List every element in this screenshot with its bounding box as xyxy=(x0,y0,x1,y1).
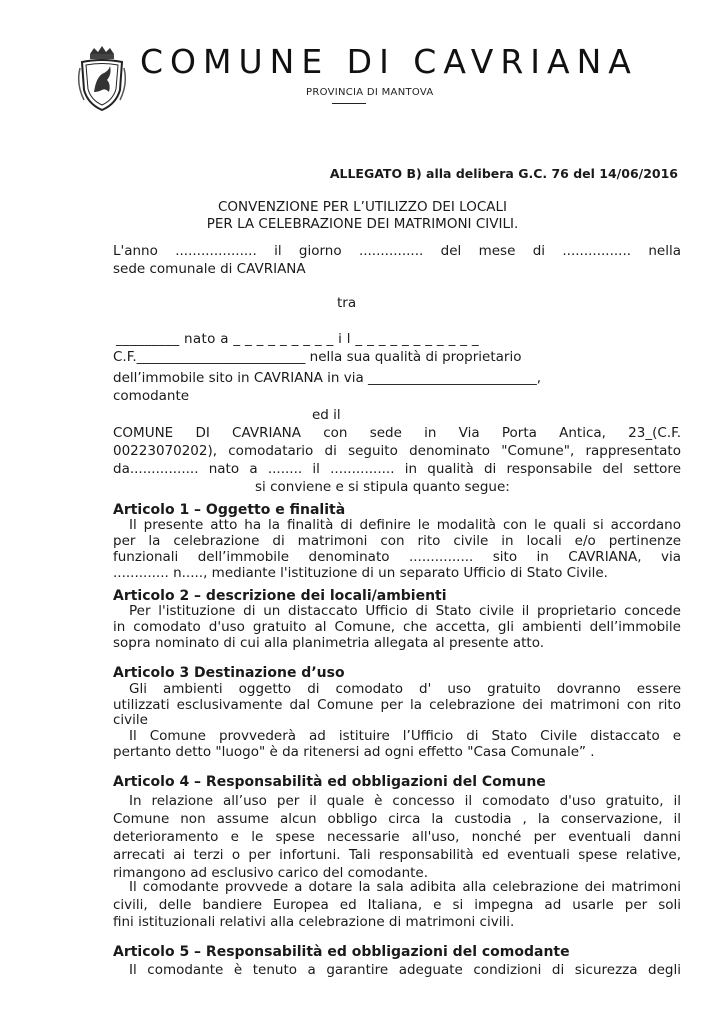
article-line: Per l'istituzione di un distaccato Ufficio di Stato civile il proprietario concede xyxy=(129,603,681,619)
comune-line: si conviene e si stipula quanto segue: xyxy=(255,479,510,495)
page-title: COMUNE DI CAVRIANA xyxy=(140,42,638,81)
article-line: Il presente atto ha la finalità di definire le modalità con le quali si accordano xyxy=(129,517,681,533)
coat-of-arms-icon xyxy=(76,44,128,114)
document-title-line-1: CONVENZIONE PER L’UTILIZZO DEI LOCALI xyxy=(218,199,507,215)
article-line: deterioramento e le spese necessarie all'uso, nonché per eventuali danni xyxy=(113,829,681,845)
article-heading: Articolo 2 – descrizione dei locali/ambienti xyxy=(113,588,447,604)
article-heading: Articolo 1 – Oggetto e finalità xyxy=(113,502,346,518)
party-line: C.F._________________________ nella sua qualità di proprietario xyxy=(113,349,522,365)
article-line: arrecati ai terzi o per infortuni. Tali responsabilità ed eventuali spese relative, xyxy=(113,847,681,863)
comune-line: 00223070202), comodatario di seguito denominato "Comune", rappresentato xyxy=(113,443,681,459)
article-line: Comune non assume alcun obbligo circa la custodia , la conservazione, il xyxy=(113,811,681,827)
article-line: Gli ambienti oggetto di comodato d' uso gratuito dovranno essere xyxy=(129,681,681,697)
article-line: civili, delle bandiere Europea ed Italiana, e si impegna ad usarle per soli xyxy=(113,897,681,913)
article-line: fini istituzionali relativi alla celebrazione di matrimoni civili. xyxy=(113,914,515,930)
ed-il-label: ed il xyxy=(312,407,341,423)
divider xyxy=(332,103,366,104)
article-heading: Articolo 5 – Responsabilità ed obbligazioni del comodante xyxy=(113,944,570,960)
intro-line: sede comunale di CAVRIANA xyxy=(113,261,306,277)
article-heading: Articolo 3 Destinazione d’uso xyxy=(113,665,345,681)
article-line: ............. n....., mediante l'istituzione di un separato Ufficio di Stato Civile. xyxy=(113,565,608,581)
party-line: dell’immobile sito in CAVRIANA in via _________________________, xyxy=(113,370,542,386)
article-line: Il comodante provvede a dotare la sala adibita alla celebrazione dei matrimoni xyxy=(129,879,681,895)
article-line: Il Comune provvederà ad istituire l’Ufficio di Stato Civile distaccato e xyxy=(129,728,681,744)
article-line: in comodato d'uso gratuito al Comune, che accetta, gli ambienti dell’immobile xyxy=(113,619,681,635)
article-line: funzionali dell’immobile denominato ............... sito in CAVRIANA, via xyxy=(113,549,681,565)
comune-line: da................ nato a ........ il ............... in qualità di responsabile del settore xyxy=(113,461,681,477)
article-line: utilizzati esclusivamente dal Comune per la celebrazione dei matrimoni con rito xyxy=(113,697,681,713)
article-line: per la celebrazione di matrimoni con rito civile in locali e/o pertinenze xyxy=(113,533,681,549)
tra-label: tra xyxy=(337,295,357,311)
allegato-reference: ALLEGATO B) alla delibera G.C. 76 del 14/06/2016 xyxy=(329,166,678,181)
comune-line: COMUNE DI CAVRIANA con sede in Via Porta Antica, 23_(C.F. xyxy=(113,425,681,441)
article-line: sopra nominato di cui alla planimetria allegata al presente atto. xyxy=(113,635,545,651)
province-subtitle: PROVINCIA DI MANTOVA xyxy=(306,87,434,98)
article-line: civile xyxy=(113,712,148,728)
article-line: In relazione all’uso per il quale è concesso il comodato d'uso gratuito, il xyxy=(129,793,681,809)
article-line: Il comodante è tenuto a garantire adeguate condizioni di sicurezza degli xyxy=(129,962,681,978)
article-line: pertanto detto "luogo" è da ritenersi ad ogni effetto "Casa Comunale” . xyxy=(113,744,595,760)
article-line: rimangono ad esclusivo carico del comodante. xyxy=(113,865,429,881)
document-title-line-2: PER LA CELEBRAZIONE DEI MATRIMONI CIVILI. xyxy=(206,216,519,232)
article-heading: Articolo 4 – Responsabilità ed obbligazioni del Comune xyxy=(113,774,546,790)
party-line: comodante xyxy=(113,388,190,404)
intro-line: L'anno ................... il giorno ............... del mese di ................ nella xyxy=(113,243,681,259)
party-line: _________ nato a _ _ _ _ _ _ _ _ _ i l _ _ _ _ _ _ _ _ _ _ _ xyxy=(116,331,479,347)
